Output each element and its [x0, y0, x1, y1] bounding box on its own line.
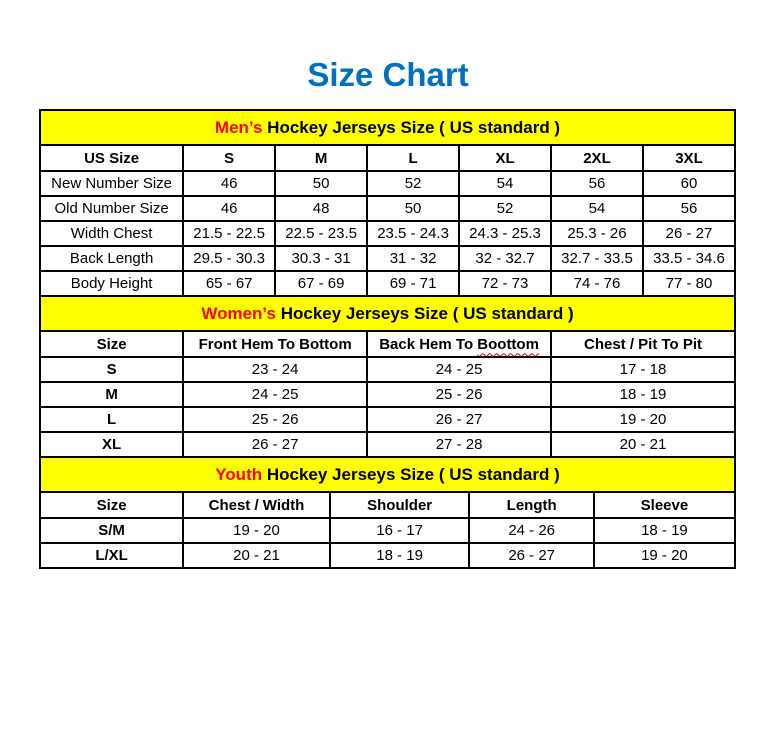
mens-column-header: S	[183, 145, 275, 171]
youth-size-value: 16 - 17	[330, 518, 470, 543]
womens-row-label: XL	[40, 432, 183, 457]
womens-size-value: 24 - 25	[367, 357, 551, 382]
womens-size-value: 24 - 25	[183, 382, 367, 407]
mens-size-value: 23.5 - 24.3	[367, 221, 459, 246]
youth-column-header: Shoulder	[330, 492, 470, 518]
mens-size-value: 33.5 - 34.6	[643, 246, 735, 271]
mens-size-value: 54	[459, 171, 551, 196]
mens-table-row	[40, 271, 735, 296]
youth-column-header: Chest / Width	[183, 492, 330, 518]
youth-size-value: 20 - 21	[183, 543, 330, 568]
womens-size-value: 25 - 26	[367, 382, 551, 407]
mens-size-value: 32.7 - 33.5	[551, 246, 643, 271]
mens-row-label: Old Number Size	[40, 196, 183, 221]
mens-column-header: L	[367, 145, 459, 171]
womens-column-header: Size	[40, 331, 183, 357]
mens-row-label: New Number Size	[40, 171, 183, 196]
mens-column-header: 3XL	[643, 145, 735, 171]
womens-table-row	[40, 382, 735, 407]
womens-size-value: 23 - 24	[183, 357, 367, 382]
mens-size-value: 46	[183, 196, 275, 221]
youth-size-table	[39, 456, 736, 569]
mens-table-row	[40, 196, 735, 221]
womens-size-value: 26 - 27	[183, 432, 367, 457]
youth-size-value: 18 - 19	[594, 518, 735, 543]
youth-size-value: 24 - 26	[469, 518, 593, 543]
mens-table-row	[40, 246, 735, 271]
youth-row-label: S/M	[40, 518, 183, 543]
mens-size-value: 24.3 - 25.3	[459, 221, 551, 246]
mens-size-value: 31 - 32	[367, 246, 459, 271]
womens-table-row	[40, 432, 735, 457]
mens-size-table	[39, 109, 736, 297]
youth-table-row	[40, 543, 735, 568]
mens-size-value: 26 - 27	[643, 221, 735, 246]
mens-size-value: 65 - 67	[183, 271, 275, 296]
mens-size-value: 56	[551, 171, 643, 196]
mens-size-value: 67 - 69	[275, 271, 367, 296]
mens-size-value: 56	[643, 196, 735, 221]
mens-table-row	[40, 221, 735, 246]
youth-column-header: Size	[40, 492, 183, 518]
youth-column-header: Length	[469, 492, 593, 518]
mens-column-header: M	[275, 145, 367, 171]
mens-size-value: 72 - 73	[459, 271, 551, 296]
womens-size-value: 25 - 26	[183, 407, 367, 432]
womens-row-label: M	[40, 382, 183, 407]
womens-section-title-highlight: Women’s	[201, 303, 276, 323]
womens-section-title: Women’s Hockey Jerseys Size ( US standard )	[40, 296, 735, 331]
womens-column-header: Back Hem To Boottom	[367, 331, 551, 357]
youth-table-row	[40, 518, 735, 543]
youth-size-value: 19 - 20	[183, 518, 330, 543]
youth-size-value: 26 - 27	[469, 543, 593, 568]
mens-row-label: Width Chest	[40, 221, 183, 246]
youth-size-value: 19 - 20	[594, 543, 735, 568]
womens-size-value: 26 - 27	[367, 407, 551, 432]
youth-column-header: Sleeve	[594, 492, 735, 518]
mens-column-header: XL	[459, 145, 551, 171]
mens-size-value: 69 - 71	[367, 271, 459, 296]
mens-size-value: 50	[275, 171, 367, 196]
mens-size-value: 30.3 - 31	[275, 246, 367, 271]
womens-size-value: 19 - 20	[551, 407, 735, 432]
womens-row-label: L	[40, 407, 183, 432]
mens-size-value: 60	[643, 171, 735, 196]
mens-size-value: 21.5 - 22.5	[183, 221, 275, 246]
mens-size-value: 22.5 - 23.5	[275, 221, 367, 246]
womens-size-table	[39, 295, 736, 458]
mens-row-label: Body Height	[40, 271, 183, 296]
womens-row-label: S	[40, 357, 183, 382]
youth-section-title: Youth Hockey Jerseys Size ( US standard )	[40, 457, 735, 492]
mens-column-header: 2XL	[551, 145, 643, 171]
womens-size-value: 27 - 28	[367, 432, 551, 457]
womens-column-header: Front Hem To Bottom	[183, 331, 367, 357]
page-title: Size Chart	[307, 56, 469, 93]
mens-section-title-highlight: Men’s	[214, 117, 263, 137]
youth-section-title-highlight: Youth	[215, 464, 263, 484]
size-chart-page	[0, 56, 776, 569]
womens-size-value: 17 - 18	[551, 357, 735, 382]
mens-row-label: Back Length	[40, 246, 183, 271]
mens-size-value: 48	[275, 196, 367, 221]
misspelled-word: Boottom	[477, 335, 539, 353]
mens-size-value: 54	[551, 196, 643, 221]
mens-size-value: 52	[459, 196, 551, 221]
mens-size-value: 74 - 76	[551, 271, 643, 296]
youth-row-label: L/XL	[40, 543, 183, 568]
youth-size-value: 18 - 19	[330, 543, 470, 568]
womens-size-value: 18 - 19	[551, 382, 735, 407]
womens-column-header: Chest / Pit To Pit	[551, 331, 735, 357]
mens-size-value: 46	[183, 171, 275, 196]
mens-size-value: 32 - 32.7	[459, 246, 551, 271]
womens-table-row	[40, 407, 735, 432]
mens-size-value: 77 - 80	[643, 271, 735, 296]
mens-size-value: 29.5 - 30.3	[183, 246, 275, 271]
mens-size-value: 52	[367, 171, 459, 196]
mens-size-value: 50	[367, 196, 459, 221]
mens-section-title: Men’s Hockey Jerseys Size ( US standard )	[40, 110, 735, 145]
womens-size-value: 20 - 21	[551, 432, 735, 457]
mens-table-row	[40, 171, 735, 196]
mens-column-header: US Size	[40, 145, 183, 171]
size-tables-container	[39, 109, 736, 569]
womens-table-row	[40, 357, 735, 382]
mens-size-value: 25.3 - 26	[551, 221, 643, 246]
